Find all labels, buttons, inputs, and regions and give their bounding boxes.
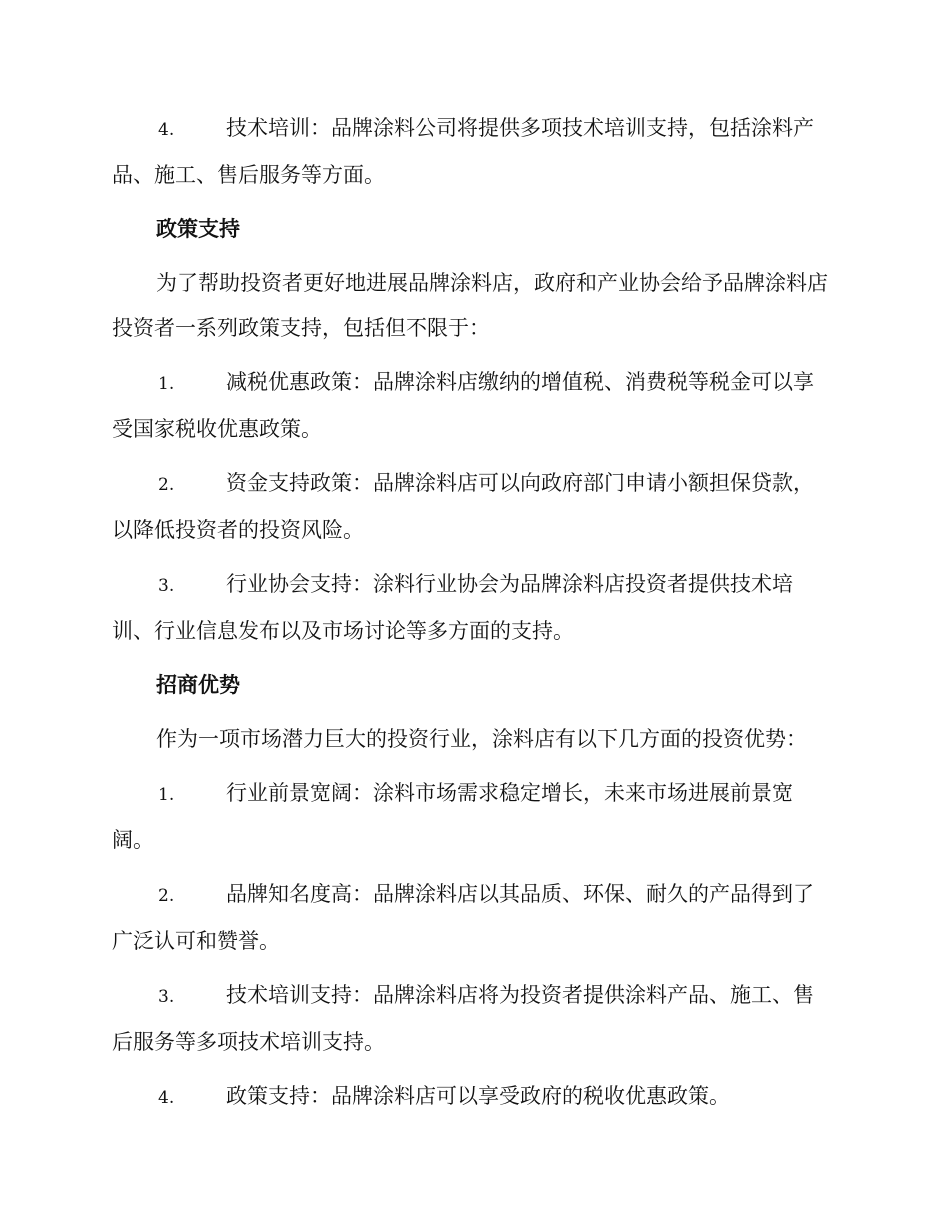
list-text: 技术培训支持：品牌涂料店将为投资者提供涂料产品、施工、售后服务等多项技术培训支持。 xyxy=(112,983,814,1054)
list-text: 资金支持政策：品牌涂料店可以向政府部门申请小额担保贷款，以降低投资者的投资风险。 xyxy=(112,471,814,542)
list-item xyxy=(112,461,834,553)
section-heading: 招商优势 xyxy=(156,673,240,697)
list-text: 品牌知名度高：品牌涂料店以其品质、环保、耐久的产品得到了广泛认可和赞誉。 xyxy=(112,882,814,953)
list-text: 行业协会支持：涂料行业协会为品牌涂料店投资者提供技术培训、行业信息发布以及市场讨论等多方面的支持。 xyxy=(112,572,793,643)
list-item xyxy=(112,360,834,452)
list-number: 2. xyxy=(158,475,175,495)
list-item xyxy=(112,106,834,198)
list-number: 4. xyxy=(158,120,175,140)
list-item xyxy=(112,1074,834,1121)
list-item xyxy=(112,771,834,863)
section-heading: 政策支持 xyxy=(156,217,240,241)
document-body xyxy=(112,106,834,1130)
list-number: 2. xyxy=(158,886,175,906)
list-text: 技术培训：品牌涂料公司将提供多项技术培训支持，包括涂料产品、施工、售后服务等方面。 xyxy=(112,116,814,187)
list-text: 政策支持：品牌涂料店可以享受政府的税收优惠政策。 xyxy=(226,1084,730,1108)
paragraph: 作为一项市场潜力巨大的投资行业，涂料店有以下几方面的投资优势： xyxy=(156,727,807,751)
list-text: 行业前景宽阔：涂料市场需求稳定增长，未来市场进展前景宽阔。 xyxy=(112,781,793,852)
list-number: 1. xyxy=(158,785,175,805)
list-number: 4. xyxy=(158,1088,175,1108)
list-number: 3. xyxy=(158,576,175,596)
paragraph: 为了帮助投资者更好地进展品牌涂料店，政府和产业协会给予品牌涂料店投资者一系列政策支持，包括但不限于： xyxy=(112,271,828,340)
list-text: 减税优惠政策：品牌涂料店缴纳的增值税、消费税等税金可以享受国家税收优惠政策。 xyxy=(112,370,814,441)
list-number: 3. xyxy=(158,987,175,1007)
list-item xyxy=(112,872,834,964)
list-item xyxy=(112,562,834,654)
list-item xyxy=(112,973,834,1065)
list-number: 1. xyxy=(158,374,175,394)
